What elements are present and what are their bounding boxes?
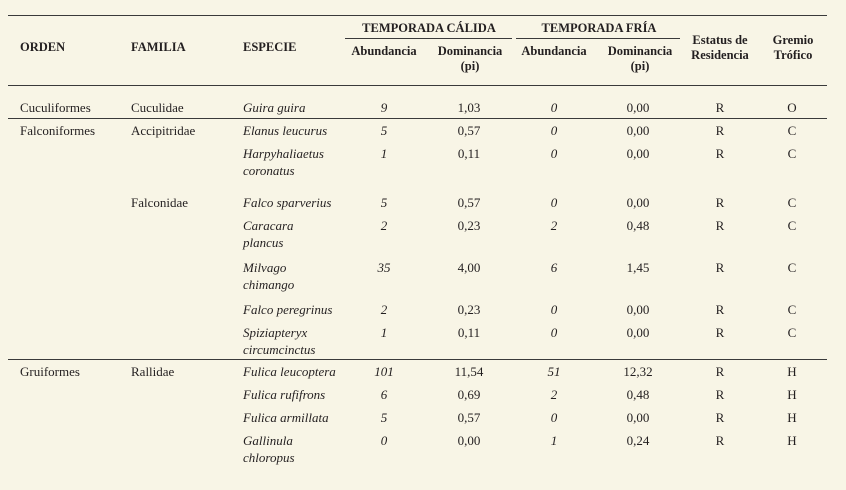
cell-cold-ab: 0 — [550, 410, 558, 425]
cell-cold-dom: 12,32 — [623, 364, 653, 379]
group-rule-falconiformes — [8, 118, 827, 119]
cell-cold-ab: 0 — [550, 325, 558, 340]
cell-cold-dom: 0,00 — [626, 302, 650, 317]
cell-gremio: O — [787, 100, 797, 115]
species-name-line: chloropus — [243, 450, 295, 465]
cell-gremio: C — [787, 146, 797, 161]
cell-cold-ab: 0 — [550, 100, 558, 115]
cell-warm-ab: 2 — [380, 302, 388, 317]
cell-estatus: R — [715, 260, 725, 275]
cell-warm-ab: 5 — [380, 410, 388, 425]
cell-especie — [243, 301, 332, 318]
cell-cold-ab: 2 — [550, 387, 558, 402]
cell-familia: Accipitridae — [131, 123, 196, 138]
cell-cold-ab: 0 — [550, 146, 558, 161]
cell-especie — [243, 363, 336, 380]
cell-especie — [243, 145, 324, 179]
cell-warm-ab: 2 — [380, 218, 388, 233]
cell-gremio: H — [787, 410, 797, 425]
header-estatus-line1: Estatus de — [692, 33, 748, 47]
header-bottom-rule — [8, 85, 827, 86]
header-gremio-line2: Trófico — [773, 48, 813, 62]
species-name-line: circumcinctus — [243, 342, 316, 357]
species-name-line: Guira guira — [243, 100, 306, 115]
cell-estatus: R — [715, 302, 725, 317]
cell-cold-dom: 0,00 — [626, 123, 650, 138]
cell-cold-dom: 0,48 — [626, 218, 650, 233]
species-name-line: Spiziapteryx — [243, 325, 308, 340]
cell-estatus: R — [715, 387, 725, 402]
header-orden: ORDEN — [20, 40, 66, 54]
cell-cold-dom: 0,00 — [626, 146, 650, 161]
header-gremio — [760, 33, 826, 63]
header-cold-season: TEMPORADA FRÍA — [541, 21, 657, 35]
cell-cold-dom: 0,00 — [626, 195, 650, 210]
cold-season-rule — [516, 38, 680, 39]
cell-orden: Gruiformes — [20, 364, 80, 379]
cell-warm-dom: 0,11 — [457, 325, 481, 340]
cell-cold-ab: 51 — [547, 364, 561, 379]
cell-cold-ab: 1 — [550, 433, 558, 448]
cell-estatus: R — [715, 100, 725, 115]
cell-estatus: R — [715, 146, 725, 161]
cell-especie — [243, 386, 325, 403]
cell-cold-dom: 1,45 — [626, 260, 650, 275]
cell-warm-ab: 9 — [380, 100, 388, 115]
cell-cold-dom: 0,48 — [626, 387, 650, 402]
cell-cold-ab: 0 — [550, 195, 558, 210]
species-name-line: Harpyhaliaetus — [243, 146, 324, 161]
cell-familia: Rallidae — [131, 364, 175, 379]
cell-warm-dom: 4,00 — [457, 260, 481, 275]
header-warm-abundancia: Abundancia — [351, 44, 417, 58]
header-warm-dominancia-line2: (pi) — [460, 59, 480, 73]
cell-warm-dom: 0,57 — [457, 195, 481, 210]
cell-estatus: R — [715, 123, 725, 138]
cell-especie — [243, 324, 315, 358]
cell-especie — [243, 432, 295, 466]
cell-warm-dom: 0,00 — [457, 433, 481, 448]
cell-cold-ab: 0 — [550, 302, 558, 317]
cell-warm-dom: 0,57 — [457, 410, 481, 425]
cell-especie — [243, 259, 294, 293]
header-estatus-line2: Residencia — [691, 48, 749, 62]
cell-warm-dom: 0,57 — [457, 123, 481, 138]
header-estatus — [682, 33, 758, 63]
header-especie: ESPECIE — [243, 40, 297, 54]
species-name-line: Elanus leucurus — [243, 123, 328, 138]
cell-estatus: R — [715, 195, 725, 210]
header-cold-dominancia-line2: (pi) — [630, 59, 650, 73]
cell-warm-ab: 0 — [380, 433, 388, 448]
species-name-line: Falco peregrinus — [243, 302, 333, 317]
cell-cold-ab: 0 — [550, 123, 558, 138]
cell-cold-dom: 0,24 — [626, 433, 650, 448]
cell-warm-dom: 1,03 — [457, 100, 481, 115]
species-name-line: Fulica armillata — [243, 410, 329, 425]
cell-cold-ab: 2 — [550, 218, 558, 233]
cell-warm-dom: 0,11 — [457, 146, 481, 161]
cell-warm-dom: 11,54 — [454, 364, 484, 379]
cell-warm-dom: 0,23 — [457, 218, 481, 233]
cell-warm-ab: 35 — [377, 260, 391, 275]
header-warm-season: TEMPORADA CÁLIDA — [362, 21, 496, 35]
species-name-line: Caracara — [243, 218, 294, 233]
cell-gremio: C — [787, 302, 797, 317]
species-name-line: Falco sparverius — [243, 195, 332, 210]
cell-estatus: R — [715, 325, 725, 340]
cell-warm-ab: 5 — [380, 123, 388, 138]
cell-especie — [243, 217, 294, 251]
cell-familia: Cuculidae — [131, 100, 184, 115]
header-cold-dominancia — [600, 44, 680, 74]
header-familia: FAMILIA — [131, 40, 186, 54]
species-name-line: Fulica rufifrons — [243, 387, 326, 402]
cell-cold-dom: 0,00 — [626, 100, 650, 115]
cell-estatus: R — [715, 410, 725, 425]
cell-gremio: C — [787, 260, 797, 275]
cell-warm-ab: 1 — [380, 325, 388, 340]
cell-especie — [243, 122, 327, 139]
header-cold-abundancia: Abundancia — [521, 44, 587, 58]
species-name-line: chimango — [243, 277, 295, 292]
cell-warm-ab: 101 — [374, 364, 394, 379]
cell-warm-dom: 0,69 — [457, 387, 481, 402]
cell-gremio: C — [787, 218, 797, 233]
species-name-line: plancus — [243, 235, 284, 250]
cell-warm-ab: 6 — [380, 387, 388, 402]
warm-season-rule — [345, 38, 512, 39]
cell-especie — [243, 194, 331, 211]
cell-estatus: R — [715, 433, 725, 448]
species-name-line: coronatus — [243, 163, 295, 178]
cell-gremio: C — [787, 325, 797, 340]
header-cold-dominancia-line1: Dominancia — [607, 44, 673, 58]
cell-familia: Falconidae — [131, 195, 189, 210]
cell-gremio: H — [787, 387, 797, 402]
cell-warm-ab: 5 — [380, 195, 388, 210]
cell-gremio: C — [787, 123, 797, 138]
cell-gremio: H — [787, 433, 797, 448]
table-top-rule — [8, 15, 827, 16]
cell-gremio: H — [787, 364, 797, 379]
cell-estatus: R — [715, 364, 725, 379]
cell-cold-ab: 6 — [550, 260, 558, 275]
cell-estatus: R — [715, 218, 725, 233]
cell-orden: Falconiformes — [20, 123, 96, 138]
cell-orden: Cuculiformes — [20, 100, 91, 115]
cell-warm-dom: 0,23 — [457, 302, 481, 317]
group-rule-gruiformes — [8, 359, 827, 360]
header-warm-dominancia-line1: Dominancia — [437, 44, 503, 58]
header-gremio-line1: Gremio — [772, 33, 814, 47]
cell-cold-dom: 0,00 — [626, 410, 650, 425]
species-name-line: Gallinula — [243, 433, 293, 448]
cell-especie — [243, 409, 329, 426]
cell-especie — [243, 99, 305, 116]
cell-gremio: C — [787, 195, 797, 210]
cell-warm-ab: 1 — [380, 146, 388, 161]
header-warm-dominancia — [430, 44, 510, 74]
cell-cold-dom: 0,00 — [626, 325, 650, 340]
species-name-line: Milvago — [243, 260, 287, 275]
species-name-line: Fulica leucoptera — [243, 364, 336, 379]
